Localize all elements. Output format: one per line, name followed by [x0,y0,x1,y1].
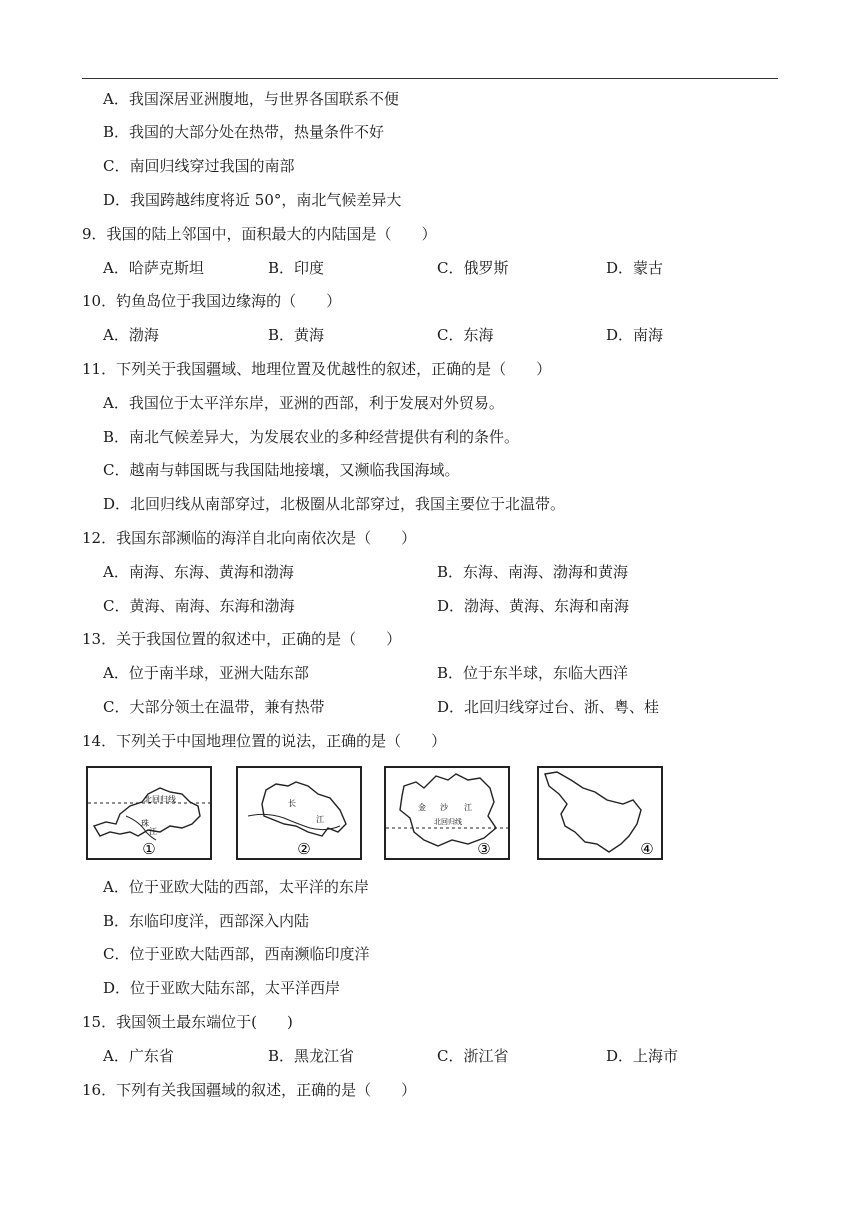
q12-option-b[interactable]: B．东海、南海、渤海和黄海 [437,563,629,581]
q11-option-b[interactable]: B．南北气候差异大，为发展农业的多种经营提供有利的条件。 [103,428,520,446]
q13-option-a[interactable]: A．位于南半球，亚洲大陆东部 [103,664,309,682]
map-3-label-sha: 沙 [440,803,448,812]
q9-stem: 9．我国的陆上邻国中，面积最大的内陆国是（ ） [82,225,437,243]
q9-option-c[interactable]: C．俄罗斯 [437,259,509,277]
map-2-label-chang: 长 [288,799,296,808]
map-1-label-tropic: 北回归线 [144,795,176,804]
q13-option-b[interactable]: B．位于东半球，东临大西洋 [437,664,629,682]
q12-option-a[interactable]: A．南海、东海、黄海和渤海 [103,563,294,581]
q13-option-c[interactable]: C．大部分领土在温带，兼有热带 [103,698,325,716]
q15-option-a[interactable]: A．广东省 [103,1047,174,1065]
q8-option-c[interactable]: C．南回归线穿过我国的南部 [103,157,295,175]
q8-option-d[interactable]: D．我国跨越纬度将近 50°，南北气候差异大 [103,191,402,209]
map-1-label-zhu: 珠 [141,819,149,828]
map-4 [537,766,663,860]
map-2 [236,766,362,860]
q14-map-figures [86,766,666,862]
q11-stem: 11．下列关于我国疆域、地理位置及优越性的叙述，正确的是（ ） [82,360,552,378]
q14-stem: 14．下列关于中国地理位置的说法，正确的是（ ） [82,732,447,750]
q8-option-a[interactable]: A．我国深居亚洲腹地，与世界各国联系不便 [103,90,399,108]
map-3-label-tropic: 北回归线 [434,818,462,826]
q11-option-c[interactable]: C．越南与韩国既与我国陆地接壤，又濒临我国海域。 [103,461,460,479]
map-2-number: ② [297,840,311,858]
q15-option-d[interactable]: D．上海市 [606,1047,679,1065]
q15-stem: 15．我国领土最东端位于( ) [82,1013,293,1031]
header-rule [82,78,778,79]
map-3 [384,766,510,860]
map-3-number: ③ [477,840,491,858]
map-4-number: ④ [640,840,654,858]
q12-option-c[interactable]: C．黄海、南海、东海和渤海 [103,597,295,615]
map-3-label-jiang: 江 [464,803,472,812]
q9-option-b[interactable]: B．印度 [268,259,325,277]
map-1 [86,766,212,860]
q11-option-d[interactable]: D．北回归线从南部穿过，北极圈从北部穿过，我国主要位于北温带。 [103,495,566,513]
q13-stem: 13．关于我国位置的叙述中，正确的是（ ） [82,630,402,648]
q15-option-c[interactable]: C．浙江省 [437,1047,509,1065]
q13-option-d[interactable]: D．北回归线穿过台、浙、粤、桂 [437,698,660,716]
q11-option-a[interactable]: A．我国位于太平洋东岸，亚洲的西部，利于发展对外贸易。 [103,394,504,412]
map-2-label-jiang: 江 [316,815,324,824]
q12-stem: 12．我国东部濒临的海洋自北向南依次是（ ） [82,529,417,547]
map-3-label-jin: 金 [418,803,426,812]
q10-stem: 10．钓鱼岛位于我国边缘海的（ ） [82,292,342,310]
q9-option-d[interactable]: D．蒙古 [606,259,664,277]
q15-option-b[interactable]: B．黑龙江省 [268,1047,355,1065]
q14-option-a[interactable]: A．位于亚欧大陆的西部，太平洋的东岸 [103,878,369,896]
q16-stem: 16．下列有关我国疆域的叙述，正确的是（ ） [82,1081,417,1099]
q10-option-d[interactable]: D．南海 [606,326,664,344]
q10-option-b[interactable]: B．黄海 [268,326,325,344]
q10-option-c[interactable]: C．东海 [437,326,494,344]
q14-option-b[interactable]: B．东临印度洋，西部深入内陆 [103,912,310,930]
q9-option-a[interactable]: A．哈萨克斯坦 [103,259,204,277]
q14-option-d[interactable]: D．位于亚欧大陆东部，太平洋西岸 [103,979,341,997]
map-1-label-jiang: 江 [149,827,157,836]
q10-option-a[interactable]: A．渤海 [103,326,159,344]
map-1-number: ① [142,840,156,858]
q12-option-d[interactable]: D．渤海、黄海、东海和南海 [437,597,630,615]
q14-option-c[interactable]: C．位于亚欧大陆西部，西南濒临印度洋 [103,945,370,963]
q8-option-b[interactable]: B．我国的大部分处在热带，热量条件不好 [103,123,385,141]
